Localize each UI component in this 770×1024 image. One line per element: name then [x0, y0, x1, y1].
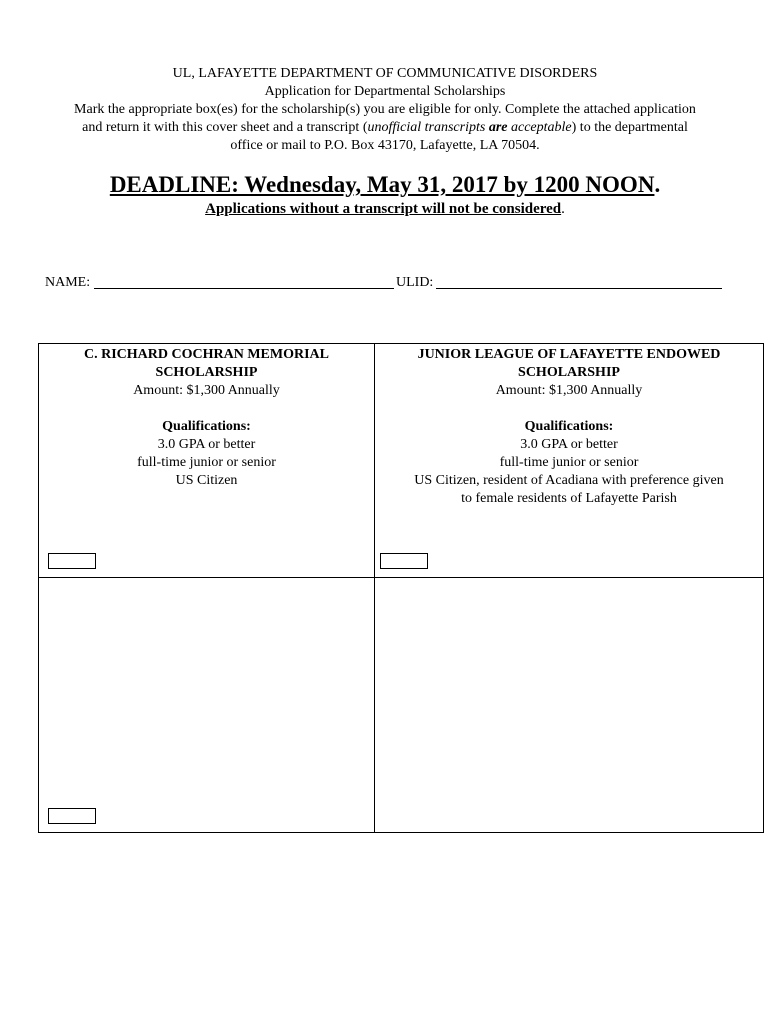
instructions-line-2: and return it with this cover sheet and a transcript (unofficial transcripts are acceptable) to the departmental: [82, 120, 688, 135]
scholarship-amount: Amount: $1,300 Annually: [133, 383, 280, 398]
scholarship-cell-junior-league: [375, 346, 763, 508]
scholarship-title: SCHOLARSHIP: [518, 365, 620, 380]
transcript-note: Applications without a transcript will not be considered.: [205, 201, 565, 217]
scholarship-title: SCHOLARSHIP: [155, 365, 258, 380]
qualifications-heading: Qualifications:: [524, 419, 614, 434]
ulid-field[interactable]: [436, 288, 722, 289]
deadline-title: DEADLINE: Wednesday, May 31, 2017 by 1200 NOON.: [109, 172, 661, 197]
name-field[interactable]: [94, 288, 394, 289]
instructions-line-3: office or mail to P.O. Box 43170, Lafayette, LA 70504.: [230, 138, 540, 153]
table-divider-horizontal: [39, 577, 763, 578]
qualifications-heading: Qualifications:: [162, 419, 251, 434]
checkbox-junior-league[interactable]: [380, 553, 428, 569]
instructions-line-1: Mark the appropriate box(es) for the scholarship(s) you are eligible for only. Complete the attached application: [74, 102, 696, 117]
qualification-item: US Citizen: [175, 473, 238, 488]
form-title: Application for Departmental Scholarships: [264, 84, 506, 99]
checkbox-blank[interactable]: [48, 808, 96, 824]
deadline-section: [0, 171, 770, 219]
scholarship-table: [38, 343, 764, 833]
ulid-label: ULID:: [396, 275, 434, 290]
scholarship-title: JUNIOR LEAGUE OF LAFAYETTE ENDOWED: [417, 347, 721, 362]
qualification-item: US Citizen, resident of Acadiana with preference given: [414, 473, 724, 488]
name-ulid-row: [45, 274, 90, 292]
checkbox-cochran[interactable]: [48, 553, 96, 569]
scholarship-title: C. RICHARD COCHRAN MEMORIAL: [84, 347, 329, 362]
department-title: UL, LAFAYETTE DEPARTMENT OF COMMUNICATIVE DISORDERS: [172, 66, 598, 81]
qualification-item: 3.0 GPA or better: [157, 437, 256, 452]
qualification-item: full-time junior or senior: [499, 455, 639, 470]
qualification-item: 3.0 GPA or better: [520, 437, 618, 452]
name-label: NAME:: [45, 275, 91, 290]
document-header: [30, 65, 740, 155]
scholarship-cell-cochran: [39, 346, 374, 490]
scholarship-amount: Amount: $1,300 Annually: [495, 383, 643, 398]
qualification-item: full-time junior or senior: [137, 455, 276, 470]
qualification-item: to female residents of Lafayette Parish: [461, 491, 677, 506]
